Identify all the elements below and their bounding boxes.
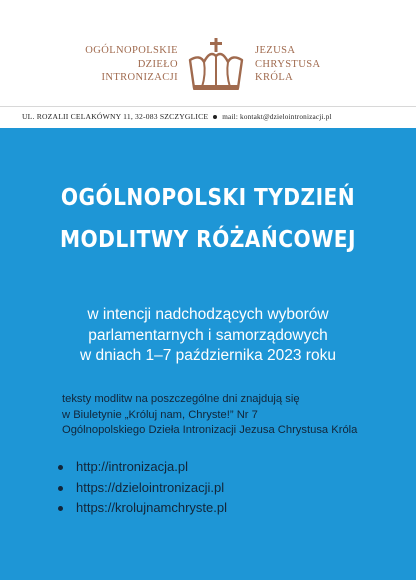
org-name-right <box>255 44 385 85</box>
link-dzielointronizacji[interactable]: https://dzielointronizacji.pl <box>76 479 225 495</box>
intention-text <box>0 305 416 367</box>
org-name-line: JEZUSA <box>255 45 296 56</box>
bullet-icon <box>58 465 63 470</box>
separator-dot-icon <box>213 115 217 119</box>
org-name-line: CHRYSTUSA <box>255 58 321 70</box>
intention-line: w intencji nadchodzących wyborów <box>87 306 329 323</box>
title-line: MODLITWY RÓŻAŃCOWEJ <box>60 225 356 253</box>
org-name-line: KRÓLA <box>255 72 294 83</box>
list-item <box>58 498 227 519</box>
links-list <box>58 457 227 519</box>
crown-with-cross-icon <box>186 38 246 94</box>
page-title <box>29 176 387 260</box>
intention-line: parlamentarnych i samorządowych <box>88 326 328 344</box>
intention-line: w dniach 1–7 października 2023 roku <box>80 347 336 364</box>
list-item <box>58 457 227 478</box>
org-name-left <box>40 44 178 85</box>
contact-email[interactable]: mail: kontakt@dzielointronizacji.pl <box>222 113 332 121</box>
org-name-line: INTRONIZACJI <box>101 72 178 83</box>
bullet-icon <box>58 486 63 491</box>
note-line: w Biuletynie „Króluj nam, Chryste!” Nr 7 <box>62 408 258 421</box>
list-item <box>58 478 227 499</box>
link-intronizacja[interactable]: http://intronizacja.pl <box>76 459 189 474</box>
prayer-texts-note <box>62 392 402 439</box>
postal-address: UL. ROZALII CELAKÓWNY 11, 32-083 SZCZYGLICE <box>22 112 209 121</box>
address-line <box>22 112 332 121</box>
org-name-line: OGÓLNOPOLSKIE <box>85 45 178 56</box>
link-krolujnamchryste[interactable]: https://krolujnamchryste.pl <box>76 500 228 515</box>
bullet-icon <box>58 506 63 511</box>
title-line: OGÓLNOPOLSKI TYDZIEŃ <box>60 183 356 211</box>
org-name-line: DZIEŁO <box>137 58 178 70</box>
note-line: teksty modlitw na poszczególne dni znajdują się <box>62 393 300 405</box>
note-line: Ogólnopolskiego Dzieła Intronizacji Jezusa Chrystusa Króla <box>62 424 358 436</box>
